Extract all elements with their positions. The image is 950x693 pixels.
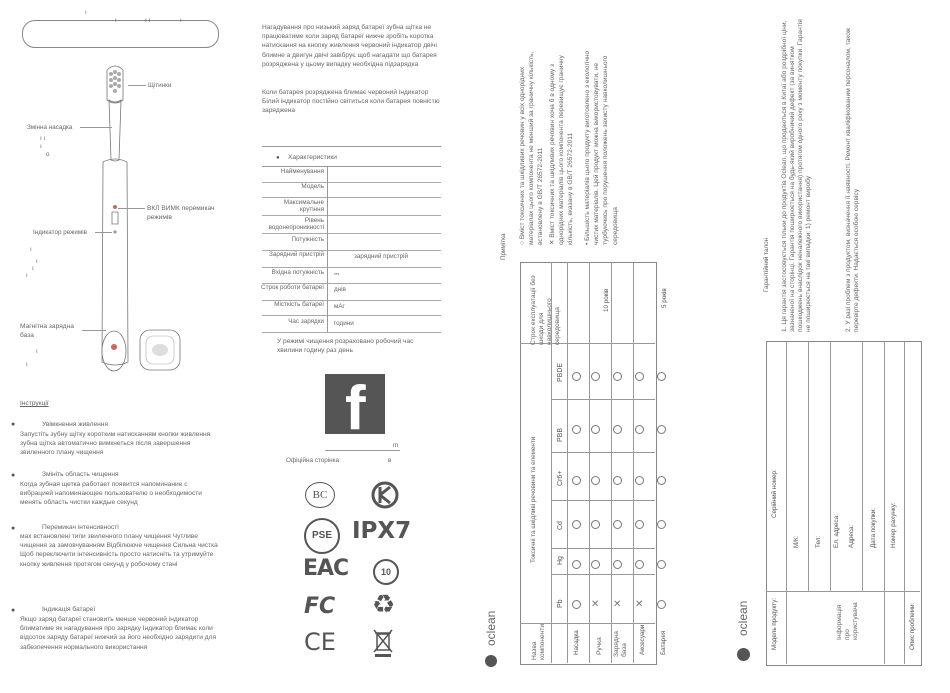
- charging-base-illustration: [98, 325, 188, 375]
- toxic-col-pbb: PBB: [557, 427, 564, 442]
- instr-body-3: мах встановлені типи звиленного плану чищення Чутливе чищення за замовчуванням Відбілююче чищення Сильна чистка Щоб переключити інтенсивність просто натисніть та утримуйте кнопку живлення протягом секунд у робочому стані: [20, 533, 218, 568]
- toxic-col-5: [633, 262, 634, 663]
- card-col-4: [862, 341, 863, 591]
- specs-footnote: У режимі чищення розраховано робочий час хвилини годину раз день: [277, 338, 414, 355]
- dot-symbol: •: [584, 240, 591, 245]
- compliant-circle-mark: [657, 372, 666, 381]
- spec-value: мАг: [334, 303, 345, 310]
- spec-label: Місткість батареї: [274, 301, 324, 308]
- tick-d: ı: [30, 246, 32, 253]
- compliant-circle-mark: [572, 372, 581, 381]
- toxic-col-pb: Pb: [557, 599, 564, 608]
- oclean-logo-1: [485, 655, 497, 667]
- instr-bullet-1: ●: [11, 421, 16, 428]
- instr-bullet-4: ●: [11, 607, 16, 614]
- spec-label: Час зарядки: [288, 318, 324, 325]
- card-col-3: [830, 341, 831, 591]
- spec-row: [262, 268, 441, 284]
- spec-row: [262, 216, 441, 234]
- spec-row: [262, 235, 441, 251]
- toxic-note-dot: [583, 45, 620, 245]
- card-col-6: [904, 341, 905, 664]
- compliant-circle-mark: [635, 520, 644, 529]
- toxic-note-o-text: Вміст токсичних та шкідливих речовин у всіх однорідних матеріалах цього компонента не менший за граничну кількість, встановлену в GB/T 26572-2011: [519, 51, 545, 245]
- toxic-col-pbde: PBDE: [557, 362, 564, 382]
- compliant-circle-mark: [635, 476, 644, 485]
- card-mk: М/К:: [793, 535, 800, 548]
- instr-heading-4: Індикація батареї: [42, 606, 96, 613]
- spec-label: Зарядний пристрій: [269, 251, 324, 258]
- spec-label: Найменування: [280, 168, 324, 175]
- compliant-circle-mark: [635, 425, 644, 434]
- travel-case: [22, 20, 219, 48]
- toxic-row-name-4: Аксесуари: [639, 624, 646, 655]
- specs-divider: [327, 167, 328, 332]
- facebook-mark-m: m: [393, 442, 399, 449]
- compliant-circle-mark: [657, 520, 666, 529]
- compliant-circle-mark: [657, 425, 666, 434]
- card-address: Адреса:: [848, 524, 855, 548]
- compliant-circle-mark: [613, 425, 622, 434]
- eac-logo: EAC: [303, 556, 349, 581]
- toxic-note-title: Примітка: [500, 233, 507, 260]
- warranty-line-1: 1. Ця гарантія застосовується тільки до продуктів Oclean, що продаються в Китаї або роздрібної ціни, зазначеної на сторінці. Гарантія поширюється на будь-який виробничий дефект (за винятком пошкоджень внаслідок неналежного використання) протягом одного року з моменту покупки. Гарантія не поширюється на такі випадки: 1) ремонт виробу: [781, 19, 812, 332]
- spec-value: днів: [334, 286, 346, 293]
- compliant-circle-mark: [613, 372, 622, 381]
- toxic-col-cr6: Cr6+: [557, 470, 564, 486]
- spec-value: зарядний пристрій: [354, 253, 409, 260]
- facebook-caption: Офіційна сторінка: [286, 457, 339, 464]
- oclean-wordmark-2: oclean: [736, 600, 750, 636]
- exceeds-cross-mark: ✕: [635, 599, 644, 610]
- spec-row: [262, 300, 441, 316]
- toxic-note-x-text: Вміст токсичних та шкідливих речовин хоча б в одному з однорідних матеріалів цього компонента перевищує граничну кількість, вказану в GB/T 26572-2011: [549, 55, 575, 245]
- cross-symbol: ✕: [549, 237, 556, 245]
- card-receipt: Номер рахунку:: [890, 502, 897, 548]
- toxic-row-6: [551, 574, 655, 575]
- card-col-1: [786, 341, 787, 664]
- toxic-row-name-2: Ручка: [596, 637, 603, 655]
- compliant-circle-mark: [572, 476, 581, 485]
- label-bristles: Щітинки: [148, 82, 172, 89]
- tick-e: ı: [36, 258, 38, 265]
- toxic-note-dot-text: Більшість матеріалів цього продукту виготовлено з екологічно чистих матеріалів. Цей продукт можна використовувати, не турбуючись про порушення положень захисту навколишнього середовища: [584, 50, 619, 245]
- toxic-row-2: [551, 399, 655, 400]
- compliant-circle-mark: [572, 425, 581, 434]
- toxic-col-hg: Hg: [557, 556, 564, 565]
- spec-value: ⎓: [334, 271, 340, 278]
- compliant-circle-mark: [591, 425, 600, 434]
- label-mode-indicator: Індикатор режимів: [33, 229, 87, 236]
- compliant-circle-mark: [657, 560, 666, 569]
- compliant-circle-mark: [572, 600, 581, 609]
- case-mark-4: ı: [180, 17, 182, 24]
- spec-value: години: [334, 320, 354, 327]
- spec-row: [262, 250, 441, 268]
- spec-label: Максимальне крутіння: [283, 199, 324, 213]
- spec-row: [262, 317, 441, 333]
- instr-heading-2: Змініть область чищення: [42, 471, 119, 478]
- exceeds-cross-mark: ✕: [591, 599, 600, 610]
- spec-label: Строк роботи батареї: [261, 284, 324, 291]
- battery-note-2: Коли батарея розряджена блимає червоний індикатор Білий індикатор постійно світиться коли батарея повністю заряджена: [262, 89, 440, 115]
- instr-body-1: Запустіть зубну щітку коротким натисканням кнопки живлення зубна щітка автоматично вимкнеться після завершення звиленного плану чищення: [20, 431, 211, 457]
- kc-logo: [370, 480, 400, 510]
- weee-bin-icon: [372, 628, 394, 658]
- tick-i: ı: [26, 361, 28, 368]
- toxic-period-header: Строк експлуатації без шкоди для навколишнього середовища: [530, 275, 561, 345]
- card-row-split: [766, 591, 920, 592]
- card-serial: Серійний номер:: [771, 469, 778, 518]
- toxic-row-4: [551, 500, 655, 501]
- spec-row: [262, 283, 441, 301]
- card-buyer-info: Інформація про користувача: [836, 602, 859, 640]
- compliant-circle-mark: [635, 560, 644, 569]
- compliant-circle-mark: [657, 476, 666, 485]
- spec-row: [262, 198, 441, 216]
- case-mark-2: ı: [115, 17, 117, 24]
- exceeds-cross-mark: ✕: [613, 599, 622, 610]
- tick-c: o: [46, 151, 50, 158]
- compliant-circle-mark: [613, 560, 622, 569]
- tick-f: ı: [32, 265, 34, 272]
- spec-label: Рівень водонепроникності: [268, 217, 324, 231]
- tick-b: ı: [40, 143, 42, 150]
- facebook-f-icon: f: [345, 374, 366, 443]
- label-power-button: ВКЛ ВИМК перемикач режимів: [147, 205, 215, 222]
- instructions-title: Інструкції: [20, 400, 49, 407]
- leader-bristles: [128, 85, 146, 86]
- spec-label: Модель: [301, 183, 324, 190]
- instr-heading-3: Перемикач інтенсивності: [42, 524, 119, 531]
- toxic-row-name-1: Насадка: [573, 630, 580, 655]
- card-col-5: [884, 341, 885, 664]
- compliant-circle-mark: [591, 372, 600, 381]
- label-replace-head: Змінна насадка: [27, 124, 73, 131]
- compliant-circle-mark: [635, 372, 644, 381]
- specs-bullet: ●: [276, 155, 280, 161]
- specs-title: Характеристики: [288, 154, 337, 161]
- circle-symbol: ○: [519, 239, 526, 245]
- toxic-col-3: [589, 262, 590, 663]
- tick-h: ı: [36, 348, 38, 355]
- facebook-logo: [325, 374, 385, 443]
- toxic-note-x: [548, 45, 576, 245]
- bc-logo: BC: [305, 482, 335, 508]
- toxic-col-cd: Cd: [557, 521, 564, 530]
- spec-label: Потужність: [291, 236, 324, 243]
- spec-row: [262, 182, 441, 198]
- warranty-title: Гарантійний талон: [763, 237, 770, 292]
- compliant-circle-mark: [572, 560, 581, 569]
- toxic-note-o: [518, 45, 546, 245]
- case-mark-1: ı: [85, 9, 87, 16]
- leader-head: [80, 127, 112, 128]
- compliant-circle-mark: [657, 600, 666, 609]
- toxic-row-5: [551, 548, 655, 549]
- ten-year-logo: 10: [373, 559, 399, 585]
- facebook-underline: [325, 450, 400, 451]
- case-mark-3: ı ı: [145, 17, 151, 24]
- toxic-col-2: [567, 262, 568, 663]
- instr-body-2: Когда зубная щетка работает появится напоминание с вибрацией напоминающее пользователю о необходимости менять область чистки каждые секунд: [20, 481, 202, 507]
- leader-base: [82, 330, 106, 331]
- tick-g: ı: [26, 272, 28, 279]
- spec-row: [262, 167, 441, 183]
- fc-logo: FC: [304, 594, 336, 619]
- card-purchase-date: Дата покупки:: [870, 507, 877, 548]
- card-email: Ел. адреса:: [833, 514, 840, 548]
- label-magnetic-base: Магнітна зарядна база: [20, 323, 74, 340]
- warranty-line-2: 2. У разі проблем з продуктом, визначення її наявності. Ремонт кваліфікованим персоналом, також перевірте дефекти. Надається особою сервісу: [845, 27, 860, 332]
- compliant-circle-mark: [591, 476, 600, 485]
- instr-bullet-3: ●: [11, 525, 16, 532]
- facebook-mark-b: в: [388, 457, 392, 464]
- compliant-circle-mark: [572, 520, 581, 529]
- spec-label: Вхідна потужність: [271, 269, 324, 276]
- toxic-col-4: [611, 262, 612, 663]
- toxic-row-3: [551, 452, 655, 453]
- card-tel: Тел:: [815, 535, 822, 548]
- battery-note-1: Нагадування про низький заряд батареї зубна щітка не працюватиме коли заряд батареї нижче зробіть коротка натискання на кнопку живлення червоний індикатор двічі блимне а двигун двічі завібрує щоб нагадати що батарея розряджена у цьому випадку необхідна підзарядка: [262, 24, 437, 68]
- toxic-name-col: Назва компоненти: [531, 623, 546, 660]
- leader-indicator: [95, 232, 112, 233]
- leader-power: [118, 208, 145, 209]
- ce-logo: CE: [304, 628, 336, 656]
- recycle-icon: ♻: [372, 589, 396, 619]
- compliant-circle-mark: [613, 476, 622, 485]
- compliant-circle-mark: [613, 520, 622, 529]
- card-model: Модель продукту:: [771, 597, 778, 650]
- tick-a: ı ı: [40, 135, 46, 142]
- toxic-period-a: 10 років: [603, 288, 610, 312]
- toxic-row-name-3: Зарядна база: [613, 631, 628, 657]
- oclean-logo-2: [737, 648, 750, 661]
- specs-top-rule: [262, 146, 441, 147]
- oclean-wordmark-1: oclean: [484, 610, 498, 646]
- compliant-circle-mark: [591, 520, 600, 529]
- instr-heading-1: Увімкнення живлення: [42, 421, 109, 428]
- card-col-2: [808, 341, 809, 591]
- pse-logo: PSE: [304, 518, 340, 554]
- compliant-circle-mark: [591, 560, 600, 569]
- card-problem: Опис проблеми:: [909, 602, 916, 650]
- ipx7-logo: IPX7: [352, 518, 412, 544]
- instr-body-4: Якщо заряд батареї становить менше червоний індикатор блиматиме як нагадування про зарядку Індикатор блимає коли відсоток заряду батареї нижчий за його необхідно зарядити для забезпечення нормального використання: [20, 616, 217, 651]
- toxic-title: Токсичні та шкідливі речовини та елементи: [530, 436, 537, 563]
- instr-bullet-2: ●: [11, 472, 16, 479]
- toxic-period-b: 5 років: [661, 288, 668, 308]
- toxic-row-name-5: Батарея: [660, 630, 667, 655]
